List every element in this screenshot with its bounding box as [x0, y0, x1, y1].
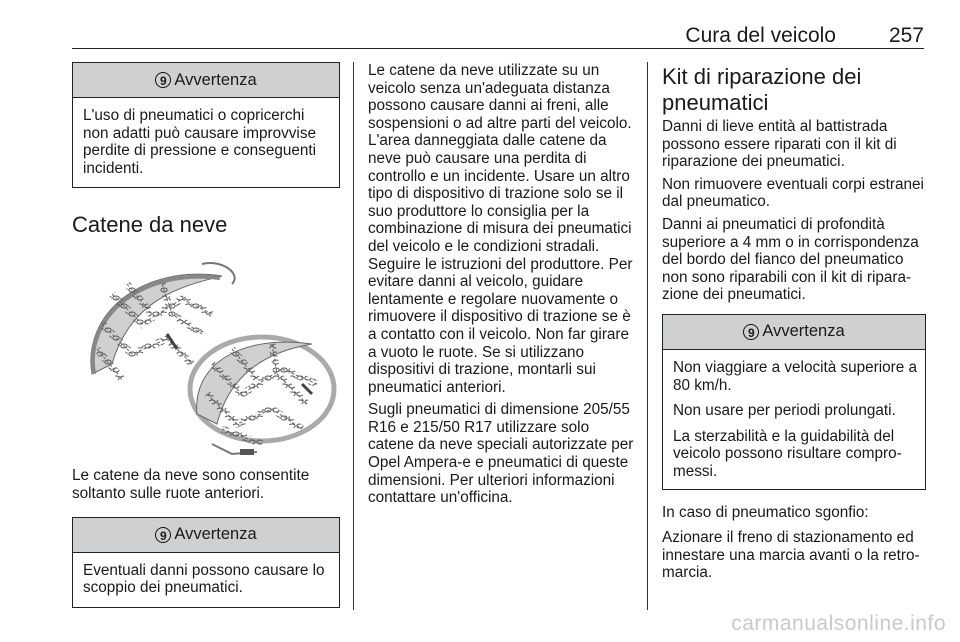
paragraph: In caso di pneumatico sgonfio: — [662, 503, 869, 521]
page-header — [72, 22, 924, 49]
column-right — [662, 62, 926, 587]
page-number: 257 — [888, 24, 924, 47]
paragraph: Non rimuovere eventuali corpi estranei dal pneumatico. — [662, 175, 924, 211]
warning-box — [72, 517, 340, 608]
warning-body — [73, 553, 339, 607]
column-divider — [353, 62, 354, 610]
paragraph: Le catene da neve utilizzate su un veicolo senza un'adeguata distanza possono causare danni ai freni, alle sospensioni o ad altre parti del veicolo. L'area danneggiata dalle catene da neve può causare una perdita di controllo e un incidente. Usare un altro tipo di dispositivo di trazione solo se il suo produttore lo consiglia per la combinazione di misura dei pneumatici del veicolo e le condizioni stradali. Seguire le istruzioni del produttore. Per evitare danni al veicolo, guidare lentamente e regolare nuovamente o rimuovere il dispositivo di trazione se è a contatto con il veicolo. Non far girare a vuoto le ruote. Se si utilizzano dispositivi di trazione, montarli sui pneumatici anteriori. — [368, 62, 633, 396]
warning-text: Non viaggiare a velocità superiore a 80 km/h. — [673, 358, 918, 394]
warning-icon: 9 — [155, 72, 171, 88]
warning-text: Non usare per periodi prolungati. — [673, 402, 896, 420]
warning-body — [73, 98, 339, 187]
warning-text: L'uso di pneumatici o copricerchi non adatti può causare improvvise perdite di pressione e conseguenti incidenti. — [83, 107, 317, 177]
warning-box — [662, 314, 926, 490]
section-title: Cura del veicolo — [685, 24, 836, 47]
warning-box — [72, 62, 340, 188]
warning-icon: 9 — [743, 324, 759, 340]
paragraph: Danni ai pneumatici di profondità superiore a 4 mm o in corrispondenza del bordo del fianco del pneumatico non sono riparabili con il kit di riparazione dei pneumatici. — [662, 215, 919, 304]
warning-text: Eventuali danni possono causare lo scoppio dei pneumatici. — [83, 561, 325, 597]
watermark: carmanualsonline.info — [731, 612, 946, 635]
warning-icon: 9 — [155, 527, 171, 543]
paragraph: Sugli pneumatici di dimensione 205/55 R16 e 215/50 R17 utilizzare solo catene da neve speciali autorizzate per Opel Ampera-e e pneumatici di queste dimensioni. Per ulteriori informazioni contattare un'officina. — [368, 401, 634, 507]
column-middle — [368, 62, 634, 512]
paragraph: Azionare il freno di stazionamento ed innestare una marcia avanti o la retromarcia. — [662, 529, 920, 582]
warning-label: Avvertenza — [174, 525, 257, 544]
warning-header — [663, 315, 925, 350]
paragraph: Danni di lieve entità al battistrada possono essere riparati con il kit di riparazione dei pneumatici. — [662, 118, 897, 171]
warning-body — [663, 350, 925, 489]
illustration-caption: Le catene da neve sono consentite soltanto sulle ruote anteriori. — [72, 467, 310, 502]
warning-text: La sterzabilità e la guidabilità del veicolo possono risultare compromessi. — [673, 427, 902, 480]
section-heading: Catene da neve — [72, 212, 228, 238]
warning-label: Avvertenza — [174, 70, 257, 89]
section-heading: Kit di riparazione dei pneumatici — [662, 64, 862, 115]
warning-header — [73, 518, 339, 553]
column-divider — [647, 62, 648, 610]
warning-header — [73, 63, 339, 98]
snow-chains-illustration — [72, 254, 340, 459]
warning-label: Avvertenza — [762, 322, 845, 341]
column-left — [72, 62, 340, 618]
